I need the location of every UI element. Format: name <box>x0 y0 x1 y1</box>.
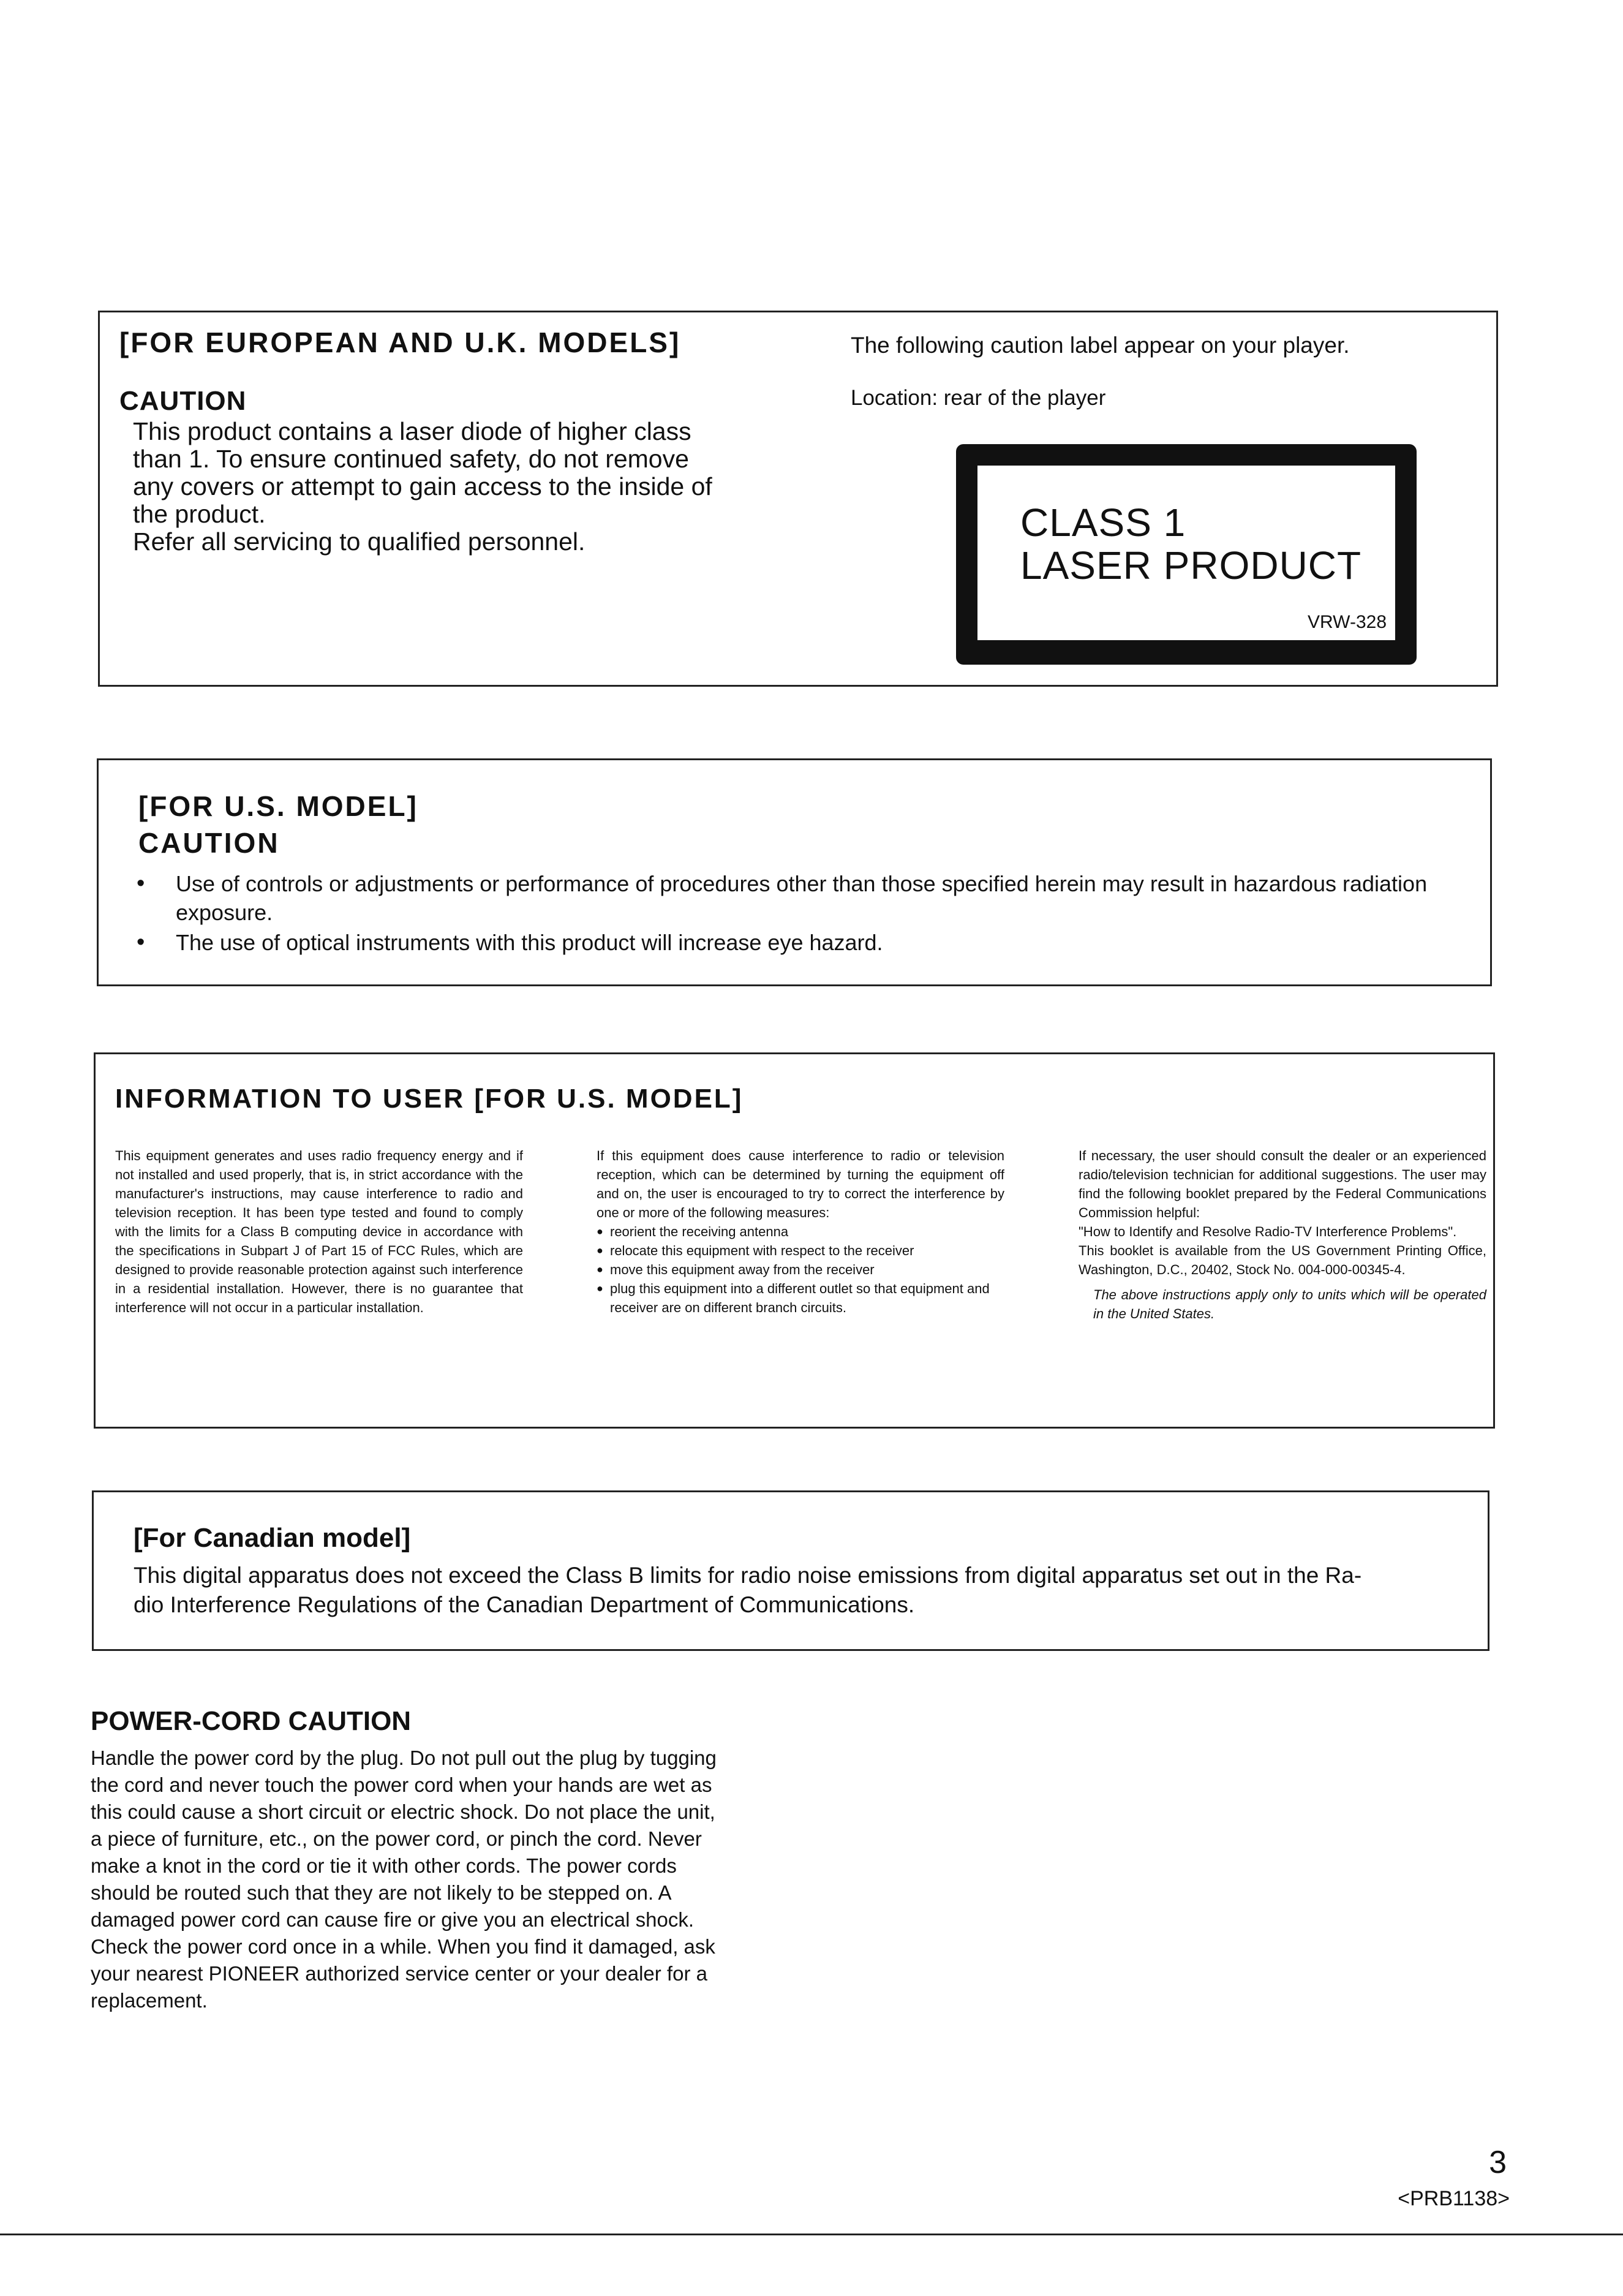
info-column-3 <box>1079 1146 1486 1323</box>
us-heading: [FOR U.S. MODEL] <box>138 790 418 822</box>
power-cord-text <box>91 1745 795 2014</box>
european-caution-title: CAUTION <box>119 386 247 416</box>
power-cord-line: Check the power cord once in a while. When you find it damaged, ask <box>91 1935 715 1958</box>
info-user-box <box>94 1052 1495 1429</box>
list-item: ● relocate this equipment with respect to the receiver <box>597 1241 1004 1260</box>
caution-line: This product contains a laser diode of higher class <box>133 417 691 445</box>
us-caution-title: CAUTION <box>138 827 280 859</box>
laser-label-panel <box>977 466 1395 640</box>
power-cord-line: this could cause a short circuit or electric shock. Do not place the unit, <box>91 1800 715 1823</box>
info-col3-text: If necessary, the user should consult the dealer or an experienced radio/television technician for additional suggestions. The user may find the following booklet prepared by the Federal Communications Commission helpful: <box>1079 1148 1486 1220</box>
european-models-box <box>98 311 1498 687</box>
list-item: ● move this equipment away from the receiver <box>597 1260 1004 1279</box>
label-class-1: CLASS 1 <box>1020 500 1186 545</box>
power-cord-line: the cord and never touch the power cord when your hands are wet as <box>91 1773 712 1796</box>
european-heading: [FOR EUROPEAN AND U.K. MODELS] <box>119 327 681 358</box>
label-laser-product: LASER PRODUCT <box>1020 543 1362 587</box>
info-col3-booklet: "How to Identify and Resolve Radio-TV Interference Problems". <box>1079 1224 1457 1239</box>
us-caution-list <box>137 869 1453 957</box>
canadian-line: This digital apparatus does not exceed the Class B limits for radio noise emissions from digital apparatus set out in the Ra- <box>134 1563 1362 1588</box>
info-col1-text: This equipment generates and uses radio frequency energy and if not installed and used properly, that is, in strict accordance with the manufacturer's instructions, may cause interference to radio and television reception. It has been type tested and found to comply with the limits for a Class B computing device in accordance with the specifications in Subpart J of Part 15 of FCC Rules, which are designed to provide reasonable protection against such interference in a residential installation. However, there is no guarantee that interference will not occur in a particular installation. <box>115 1148 523 1315</box>
canadian-line: dio Interference Regulations of the Canadian Department of Communications. <box>134 1592 915 1617</box>
us-model-box <box>97 758 1492 986</box>
power-cord-line: Handle the power cord by the plug. Do not pull out the plug by tugging <box>91 1747 717 1769</box>
european-caution-text <box>133 418 868 556</box>
page-number: 3 <box>1489 2145 1507 2180</box>
label-location: Location: rear of the player <box>851 386 1106 410</box>
info-col3-availability: This booklet is available from the US Government Printing Office, Washington, D.C., 20402, Stock No. 004-000-00345-4. <box>1079 1243 1486 1277</box>
info-column-2 <box>597 1146 1004 1317</box>
canadian-model-box <box>92 1490 1489 1651</box>
label-code: VRW-328 <box>1308 612 1387 632</box>
power-cord-heading: POWER-CORD CAUTION <box>91 1706 412 1736</box>
laser-caution-label <box>956 444 1417 665</box>
footer-rule <box>0 2234 1623 2235</box>
power-cord-line: damaged power cord can cause fire or give you an electrical shock. <box>91 1908 695 1931</box>
power-cord-line: replacement. <box>91 1989 208 2012</box>
document-code: <PRB1138> <box>1398 2187 1510 2210</box>
info-col3-note: The above instructions apply only to units which will be operated in the United States. <box>1093 1287 1486 1321</box>
list-item: • The use of optical instruments with this product will increase eye hazard. <box>137 928 1453 957</box>
caution-line: Refer all servicing to qualified personnel. <box>133 527 586 556</box>
power-cord-line: your nearest PIONEER authorized service center or your dealer for a <box>91 1962 707 1985</box>
canadian-heading: [For Canadian model] <box>134 1523 411 1553</box>
info-col2-intro: If this equipment does cause interference to radio or television reception, which can be determined by turning the equipment off and on, the user is encouraged to try to correct the interference by one or more of the following measures: <box>597 1148 1004 1220</box>
list-item: • Use of controls or adjustments or performance of procedures other than those specified herein may result in hazardous radiation exposure. <box>137 869 1453 927</box>
caution-line: than 1. To ensure continued safety, do not remove <box>133 445 689 473</box>
power-cord-line: should be routed such that they are not likely to be stepped on. A <box>91 1881 672 1904</box>
power-cord-line: a piece of furniture, etc., on the power cord, or pinch the cord. Never <box>91 1827 702 1850</box>
caution-line: any covers or attempt to gain access to the inside of <box>133 472 712 500</box>
measures-list <box>597 1222 1004 1317</box>
power-cord-line: make a knot in the cord or tie it with other cords. The power cords <box>91 1854 677 1877</box>
list-item: ● reorient the receiving antenna <box>597 1222 1004 1241</box>
list-item: ● plug this equipment into a different outlet so that equipment and receiver are on different branch circuits. <box>597 1279 1004 1317</box>
caution-line: the product. <box>133 500 266 528</box>
info-column-1 <box>115 1146 523 1317</box>
canadian-text <box>134 1561 1481 1620</box>
label-intro: The following caution label appear on your player. <box>851 333 1350 358</box>
info-heading: INFORMATION TO USER [FOR U.S. MODEL] <box>115 1084 744 1114</box>
